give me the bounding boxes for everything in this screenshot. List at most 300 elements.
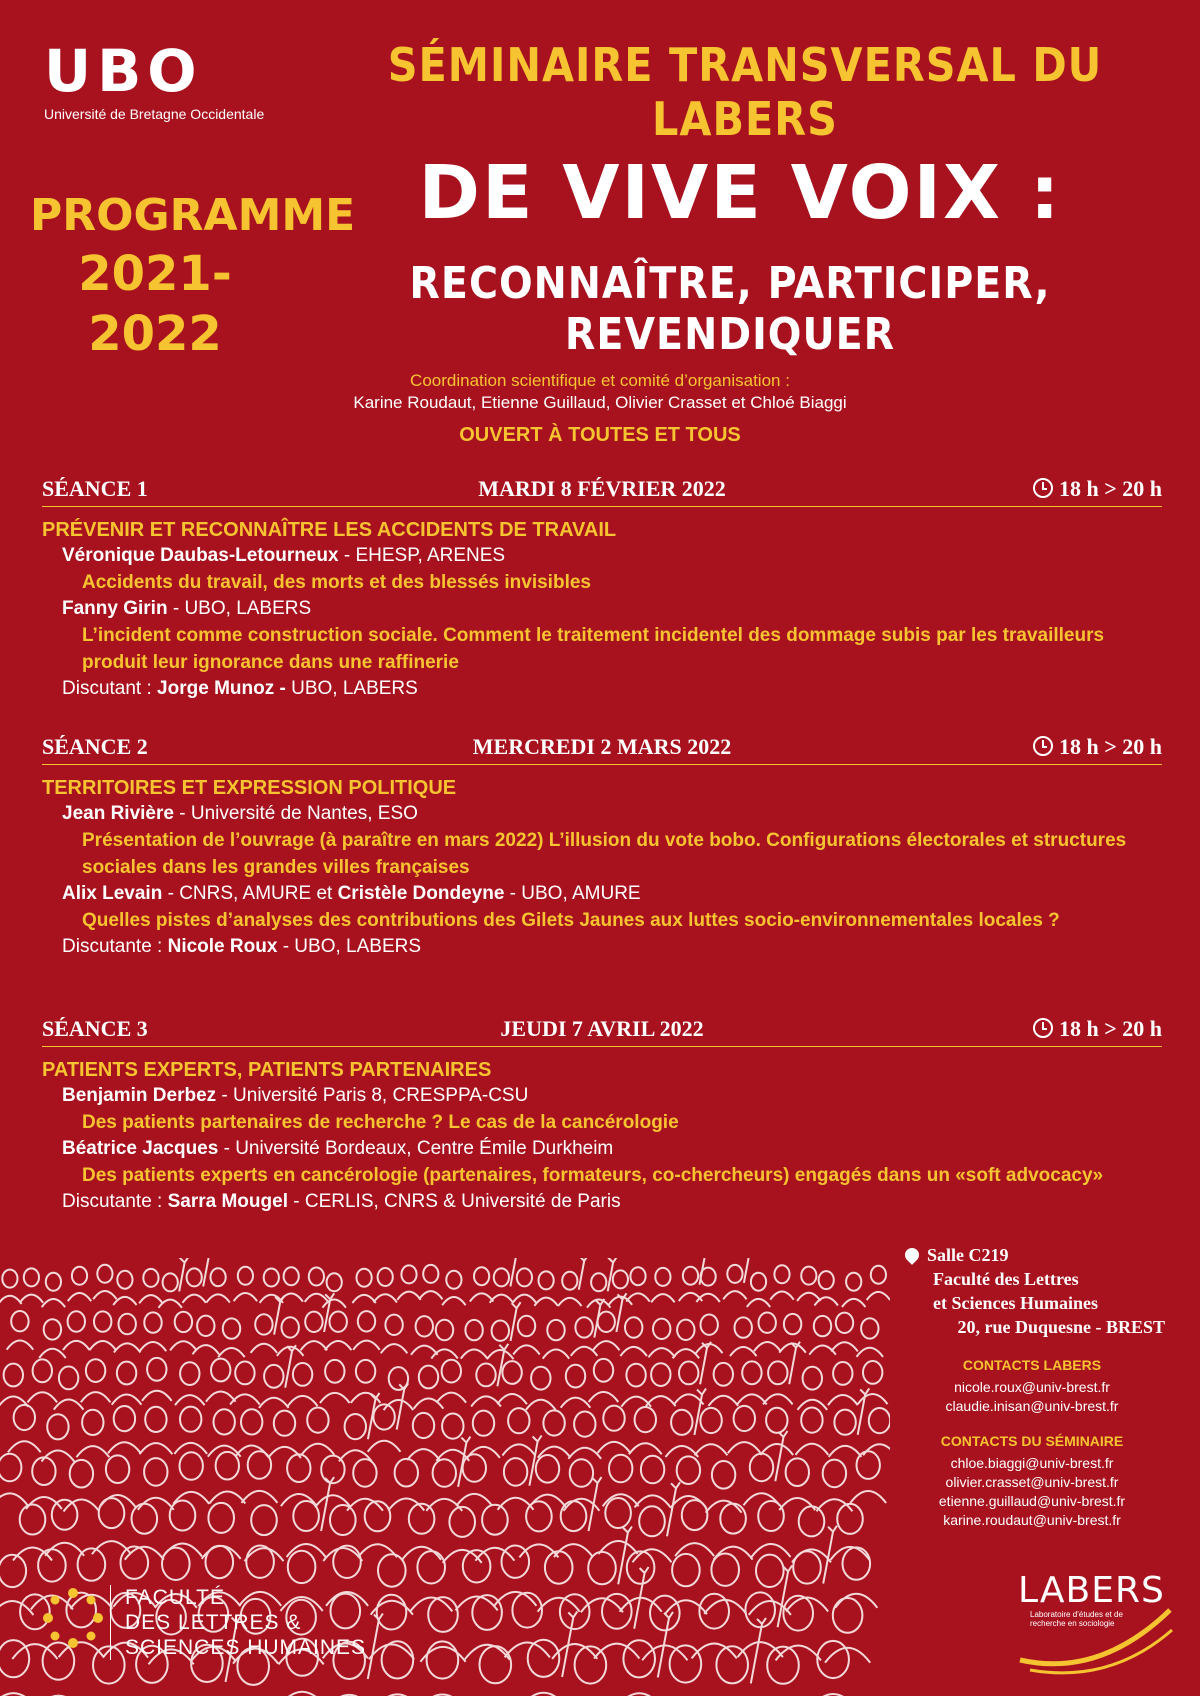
crowd-shoulders (140, 1342, 167, 1351)
series-title: SÉMINAIRE TRANSVERSAL DU LABERS (387, 38, 1103, 146)
crowd-head (264, 1365, 283, 1388)
discussant-name: Jorge Munoz - (157, 678, 286, 699)
faculty-line: DES LETTRES & (125, 1611, 302, 1634)
crowd-head (547, 1320, 564, 1340)
crowd-head (309, 1268, 324, 1286)
crowd-head (817, 1641, 849, 1678)
crowd-head (423, 1265, 438, 1283)
crowd-head (288, 1551, 316, 1583)
crowd-shoulders (8, 1441, 41, 1452)
crowd-head (117, 1362, 136, 1385)
crowd-shoulders (7, 1341, 34, 1350)
crowd-shoulders (402, 1547, 441, 1560)
crowd-shoulders (626, 1293, 649, 1301)
crowd-head (759, 1313, 776, 1333)
crowd-head (251, 1505, 277, 1535)
crowd-shoulders (513, 1295, 536, 1303)
crowd-head (494, 1268, 509, 1286)
session-date: MERCREDI 2 MARS 2022 (472, 734, 732, 759)
crowd-shoulders (0, 1296, 22, 1304)
crowd-shoulders (598, 1442, 631, 1453)
crowd-head (214, 1409, 235, 1434)
crowd-shoulders (251, 1344, 278, 1353)
crowd-head (700, 1408, 721, 1433)
crowd-head (235, 1362, 254, 1385)
crowd-head (345, 1414, 366, 1439)
speaker-line (62, 596, 1162, 622)
speaker-name: Béatrice Jacques (62, 1138, 219, 1159)
crowd-head (591, 1273, 606, 1291)
crowd-shoulders (558, 1298, 581, 1306)
crowd-shoulders (92, 1541, 131, 1554)
crowd-head (325, 1360, 344, 1383)
crowd-head (560, 1594, 590, 1629)
crowd-head (287, 1454, 310, 1482)
crowd-head (714, 1363, 733, 1386)
crowd-head (766, 1408, 787, 1433)
crowd-head (502, 1361, 521, 1384)
crowd-shoulders (779, 1498, 815, 1510)
crowd-head (502, 1546, 530, 1578)
crowd-shoulders (411, 1346, 438, 1355)
session-time (1033, 734, 1162, 760)
crowd-head (626, 1364, 645, 1387)
crowd-raised-arm (321, 1477, 334, 1531)
crowd-head (639, 1506, 665, 1536)
crowd-head (99, 1498, 125, 1528)
crowd-shoulders (175, 1395, 205, 1405)
talk-title: Quelles pistes d’analyses des contributions des Gilets Jaunes aux luttes socio-environnementales locales ? (82, 910, 1060, 931)
crowd-shoulders (737, 1394, 767, 1404)
crowd-head (206, 1546, 234, 1578)
discussant-line (62, 676, 1162, 702)
crowd-shoulders (738, 1642, 783, 1657)
crowd-head (679, 1362, 698, 1385)
session-3 (42, 1012, 1162, 1215)
crowd-shoulders (456, 1596, 498, 1610)
crowd-head (682, 1500, 708, 1530)
crowd-shoulders (381, 1344, 408, 1353)
crowd-head (588, 1552, 616, 1584)
crowd-head (401, 1265, 416, 1283)
clock-icon (1033, 1018, 1053, 1038)
session-time-text: 18 h > 20 h (1058, 734, 1162, 759)
crowd-head (463, 1454, 486, 1482)
crowd-head (211, 1268, 226, 1286)
crowd-shoulders (278, 1692, 326, 1696)
crowd-head (543, 1410, 564, 1435)
crowd-head (307, 1408, 328, 1433)
discussant-name: Sarra Mougel (167, 1191, 288, 1212)
session-header (42, 1012, 1162, 1047)
crowd-head (449, 1507, 475, 1537)
speaker-line (62, 881, 1162, 907)
crowd-shoulders (230, 1394, 260, 1404)
crowd-head (819, 1271, 834, 1289)
crowd-head (38, 1549, 66, 1581)
crowd-head (180, 1452, 203, 1480)
faculty-line: SCIENCES HUMAINES (125, 1636, 367, 1659)
crowd-shoulders (649, 1348, 676, 1357)
crowd-head (594, 1359, 613, 1382)
crowd-shoulders (543, 1350, 570, 1359)
crowd-head (442, 1414, 463, 1439)
crowd-head (0, 1454, 21, 1482)
crowd-shoulders (487, 1350, 514, 1359)
session-theme: PRÉVENIR ET RECONNAÎTRE LES ACCIDENTS DE TRAVAIL (42, 519, 617, 541)
crowd-shoulders (513, 1345, 540, 1354)
crowd-head (651, 1363, 670, 1386)
crowd-shoulders (125, 1547, 164, 1560)
crowd-head (526, 1501, 552, 1531)
location-address: 20, rue Duquesne - BREST (957, 1317, 1165, 1337)
discussant-label: Discutant : (62, 678, 158, 699)
crowd-head (117, 1271, 132, 1289)
crowd-shoulders (68, 1293, 91, 1301)
crowd-shoulders (754, 1342, 781, 1351)
crowd-shoulders (593, 1341, 620, 1350)
crowd-head (517, 1268, 532, 1286)
coordination-names: Karine Roudaut, Etienne Guillaud, Olivier Crasset et Chloé Biaggi (353, 393, 847, 412)
contact-email[interactable]: nicole.roux@univ-brest.fr (954, 1379, 1110, 1395)
crowd-shoulders (666, 1446, 699, 1457)
crowd-shoulders (497, 1394, 527, 1404)
crowd-head (238, 1267, 253, 1285)
crowd-shoulders (114, 1343, 140, 1352)
crowd-head (751, 1273, 766, 1291)
crowd-head (121, 1547, 149, 1579)
crowd-head (436, 1320, 453, 1340)
crowd-shoulders (39, 1349, 65, 1358)
crowd-shoulders (112, 1395, 142, 1405)
crowd-head (94, 1311, 111, 1331)
crowd-head (562, 1272, 577, 1290)
crowd-head (2, 1270, 17, 1288)
crowd-shoulders (858, 1394, 888, 1404)
crowd-head (47, 1414, 68, 1439)
crowd-head (382, 1641, 414, 1678)
crowd-shoulders (526, 1400, 556, 1410)
crowd-head (670, 1645, 702, 1682)
discussant-line (62, 934, 1162, 960)
location-room: Salle C219 (927, 1245, 1009, 1265)
crowd-shoulders (706, 1501, 742, 1513)
crowd-head (248, 1451, 271, 1479)
crowd-shoulders (139, 1295, 162, 1303)
crowd-shoulders (568, 1448, 601, 1459)
crowd-shoulders (352, 1295, 375, 1303)
crowd-head (846, 1273, 861, 1291)
crowd-head (223, 1318, 240, 1338)
crowd-head (575, 1317, 592, 1337)
crowd-head (605, 1498, 631, 1528)
crowd-head (24, 1268, 39, 1286)
crowd-head (574, 1412, 595, 1437)
crowd-head (241, 1409, 262, 1434)
crowd-head (144, 1458, 167, 1486)
contacts-seminar (902, 1432, 1162, 1530)
session-number: SÉANCE 3 (42, 1016, 148, 1041)
location-room-line (905, 1243, 1165, 1267)
talk-title: Des patients experts en cancérologie (partenaires, formateurs, co-chercheurs) engagés dans un «soft advocacy» (82, 1165, 1104, 1186)
crowd-head (801, 1267, 816, 1285)
crowd-head (720, 1504, 746, 1534)
crowd-head (52, 1500, 78, 1530)
crowd-head (492, 1321, 509, 1341)
crowd-head (180, 1362, 199, 1385)
crowd-head (602, 1594, 632, 1629)
crowd-head (170, 1501, 196, 1531)
session-time-text: 18 h > 20 h (1058, 1016, 1162, 1041)
crowd-shoulders (63, 1341, 90, 1350)
crowd-shoulders (828, 1395, 858, 1405)
program-block (30, 188, 356, 364)
session-date: JEUDI 7 AVRIL 2022 (500, 1016, 704, 1041)
crowd-shoulders (502, 1444, 535, 1455)
crowd-head (333, 1546, 361, 1578)
discussant-label: Discutante : (62, 936, 168, 957)
contact-email[interactable]: etienne.guillaud@univ-brest.fr (938, 1493, 1126, 1509)
session-2 (42, 730, 1162, 960)
contacts-labers (902, 1356, 1162, 1416)
crowd-head (330, 1505, 356, 1535)
speaker-line (62, 801, 1162, 827)
crowd-head (871, 1266, 886, 1284)
faculty-logo-text (110, 1585, 366, 1660)
crowd-shoulders (831, 1342, 858, 1351)
program-years: 2021-2022 (78, 246, 232, 362)
crowd-shoulders (419, 1291, 442, 1299)
crowd-head (208, 1503, 234, 1533)
crowd-head (293, 1501, 319, 1531)
crowd-shoulders (54, 1399, 84, 1409)
crowd-shoulders (471, 1396, 501, 1406)
crowd-shoulders (374, 1294, 397, 1302)
crowd-head (672, 1554, 700, 1586)
faculty-sun-logo-icon (40, 1585, 106, 1651)
crowd-raised-arm (579, 1258, 588, 1290)
crowd-shoulders (461, 1349, 488, 1358)
crowd-head (609, 1455, 632, 1483)
crowd-shoulders (90, 1341, 117, 1350)
session-theme: TERRITOIRES ET EXPRESSION POLITIQUE (42, 777, 457, 799)
crowd-head (442, 1360, 461, 1383)
crowd-head (701, 1268, 716, 1286)
crowd-head (641, 1456, 664, 1484)
crowd-head (756, 1555, 784, 1587)
crowd-head (274, 1411, 295, 1436)
crowd-shoulders (442, 1297, 465, 1305)
crowd-shoulders (475, 1548, 514, 1561)
crowd-shoulders (696, 1294, 719, 1302)
crowd-head (570, 1459, 593, 1487)
coordination-block (200, 370, 1000, 414)
crowd-head (561, 1501, 587, 1531)
speaker-name: Fanny Girin (62, 598, 168, 619)
crowd-shoulders (863, 1444, 890, 1455)
crowd-shoulders (20, 1295, 43, 1303)
crowd-head (446, 1271, 461, 1289)
program-label: PROGRAMME (30, 190, 356, 241)
crowd-head (162, 1548, 190, 1580)
crowd-shoulders (470, 1293, 493, 1301)
session-1 (42, 472, 1162, 702)
open-to-all: OUVERT À TOUTES ET TOUS (459, 424, 741, 446)
crowd-shoulders (467, 1447, 500, 1458)
session-time-text: 18 h > 20 h (1058, 476, 1162, 501)
crowd-head (358, 1311, 375, 1331)
crowd-head (378, 1268, 393, 1286)
crowd-head (419, 1366, 438, 1389)
crowd-shoulders (744, 1493, 780, 1505)
crowd-head (833, 1598, 863, 1633)
crowd-shoulders (218, 1348, 245, 1357)
crowd-head (677, 1456, 700, 1484)
crowd-head (68, 1311, 85, 1331)
crowd-head (14, 1405, 35, 1430)
crowd-head (784, 1314, 801, 1334)
speaker-name: Jean Rivière (62, 803, 174, 824)
coordination-label: Coordination scientifique et comité d’organisation : (410, 371, 790, 390)
crowd-shoulders (829, 1446, 862, 1457)
location-block (905, 1243, 1165, 1339)
ubo-logo (44, 37, 269, 122)
main-subtitle: RECONNAÎTRE, PARTICIPER, REVENDIQUER (409, 258, 1051, 360)
crowd-head (834, 1410, 855, 1435)
crowd-shoulders (353, 1341, 380, 1350)
contact-email[interactable]: karine.roudaut@univ-brest.fr (943, 1512, 1121, 1528)
crowd-shoulders (259, 1398, 289, 1408)
crowd-head (32, 1457, 55, 1485)
crowd-shoulders (465, 1645, 510, 1660)
crowd-head (727, 1265, 742, 1283)
crowd-head (293, 1363, 312, 1386)
speaker-name: Alix Levain (62, 883, 163, 904)
crowd-head (539, 1271, 554, 1289)
crowd-shoulders (850, 1491, 886, 1503)
crowd-head (33, 1359, 52, 1382)
crowd-head (4, 1364, 23, 1387)
crowd-head (793, 1551, 821, 1583)
session-number: SÉANCE 1 (42, 476, 148, 501)
crowd-head (623, 1640, 655, 1677)
speaker-line (62, 543, 1162, 569)
speaker-affiliation: - Université Bordeaux, Centre Émile Durkheim (218, 1138, 614, 1159)
crowd-shoulders (302, 1444, 335, 1455)
crowd-head (175, 1312, 192, 1332)
crowd-shoulders (0, 1601, 33, 1615)
crowd-head (536, 1455, 559, 1483)
session-date: MARDI 8 FÉVRIER 2022 (478, 476, 726, 501)
crowd-head (465, 1320, 482, 1340)
crowd-head (857, 1451, 880, 1479)
crowd-head (598, 1312, 615, 1332)
crowd-shoulders (620, 1347, 647, 1356)
crowd-head (671, 1410, 692, 1435)
crowd-head (145, 1407, 166, 1432)
crowd-shoulders (140, 1443, 173, 1454)
crowd-head (836, 1313, 853, 1333)
crowd-raised-arm (667, 1482, 680, 1536)
crowd-head (180, 1407, 201, 1432)
discussant-name: Nicole Roux (167, 936, 278, 957)
crowd-head (86, 1359, 105, 1382)
crowd-head (417, 1551, 445, 1583)
crowd-shoulders (81, 1392, 111, 1402)
contact-email[interactable]: claudie.inisan@univ-brest.fr (945, 1398, 1119, 1414)
crowd-shoulders (723, 1291, 746, 1299)
crowd-head (187, 1268, 202, 1286)
crowd-shoulders (0, 1493, 28, 1505)
speaker-line (62, 1136, 1162, 1162)
crowd-head (734, 1406, 755, 1431)
labers-logo-text: LABERS (1018, 1570, 1165, 1611)
crowd-head (143, 1269, 158, 1287)
speaker-name: Benjamin Derbez (62, 1085, 217, 1106)
crowd-head (413, 1413, 434, 1438)
crowd-shoulders (747, 1299, 770, 1307)
crowd-head (504, 1458, 527, 1486)
crowd-head (70, 1460, 93, 1488)
crowd-shoulders (301, 1341, 328, 1350)
crowd-shoulders (629, 1443, 662, 1454)
crowd-head (106, 1455, 129, 1483)
crowd-head (843, 1547, 871, 1579)
crowd-head (353, 1459, 376, 1487)
crowd-head (803, 1367, 822, 1390)
crowd-head (147, 1358, 166, 1381)
crowd-head (82, 1410, 103, 1435)
crowd-head (416, 1316, 433, 1336)
crowd-head (327, 1273, 342, 1291)
crowd-head (264, 1269, 279, 1287)
discussant-affiliation: - CERLIS, CNRS & Université de Paris (287, 1191, 621, 1212)
crowd-shoulders (76, 1446, 109, 1457)
crowd-head (801, 1408, 822, 1433)
location-line: et Sciences Humaines (933, 1293, 1098, 1313)
crowd-head (861, 1318, 878, 1338)
crowd-shoulders (42, 1299, 65, 1307)
crowd-head (518, 1316, 535, 1336)
crowd-head (433, 1459, 456, 1487)
crowd-head (701, 1315, 718, 1335)
clock-icon (1033, 736, 1053, 756)
contacts-heading: CONTACTS DU SÉMINAIRE (940, 1433, 1124, 1449)
crowd-shoulders (142, 1391, 172, 1401)
speaker-name: Véronique Daubas-Letourneux (62, 545, 339, 566)
crowd-head (163, 1273, 178, 1291)
crowd-head (255, 1314, 272, 1334)
crowd-head (119, 1314, 136, 1334)
crowd-head (566, 1365, 585, 1388)
contact-email[interactable]: chloe.biaggi@univ-brest.fr (950, 1455, 1114, 1471)
crowd-head (385, 1315, 402, 1335)
crowd-head (814, 1316, 831, 1336)
crowd-shoulders (867, 1292, 890, 1300)
ubo-logo-subtitle: Université de Bretagne Occidentale (44, 106, 265, 122)
crowd-head (823, 1460, 846, 1488)
session-theme: PATIENTS EXPERTS, PATIENTS PARTENAIRES (42, 1059, 492, 1081)
speaker-affiliation: - UBO, LABERS (167, 598, 312, 619)
crowd-shoulders (234, 1293, 257, 1301)
contact-email[interactable]: olivier.crasset@univ-brest.fr (945, 1474, 1119, 1490)
crowd-shoulders (268, 1447, 301, 1458)
crowd-head (72, 1267, 87, 1285)
crowd-head (768, 1361, 787, 1384)
crowd-head (476, 1364, 495, 1387)
crowd-shoulders (673, 1349, 700, 1358)
crowd-shoulders (206, 1392, 236, 1402)
